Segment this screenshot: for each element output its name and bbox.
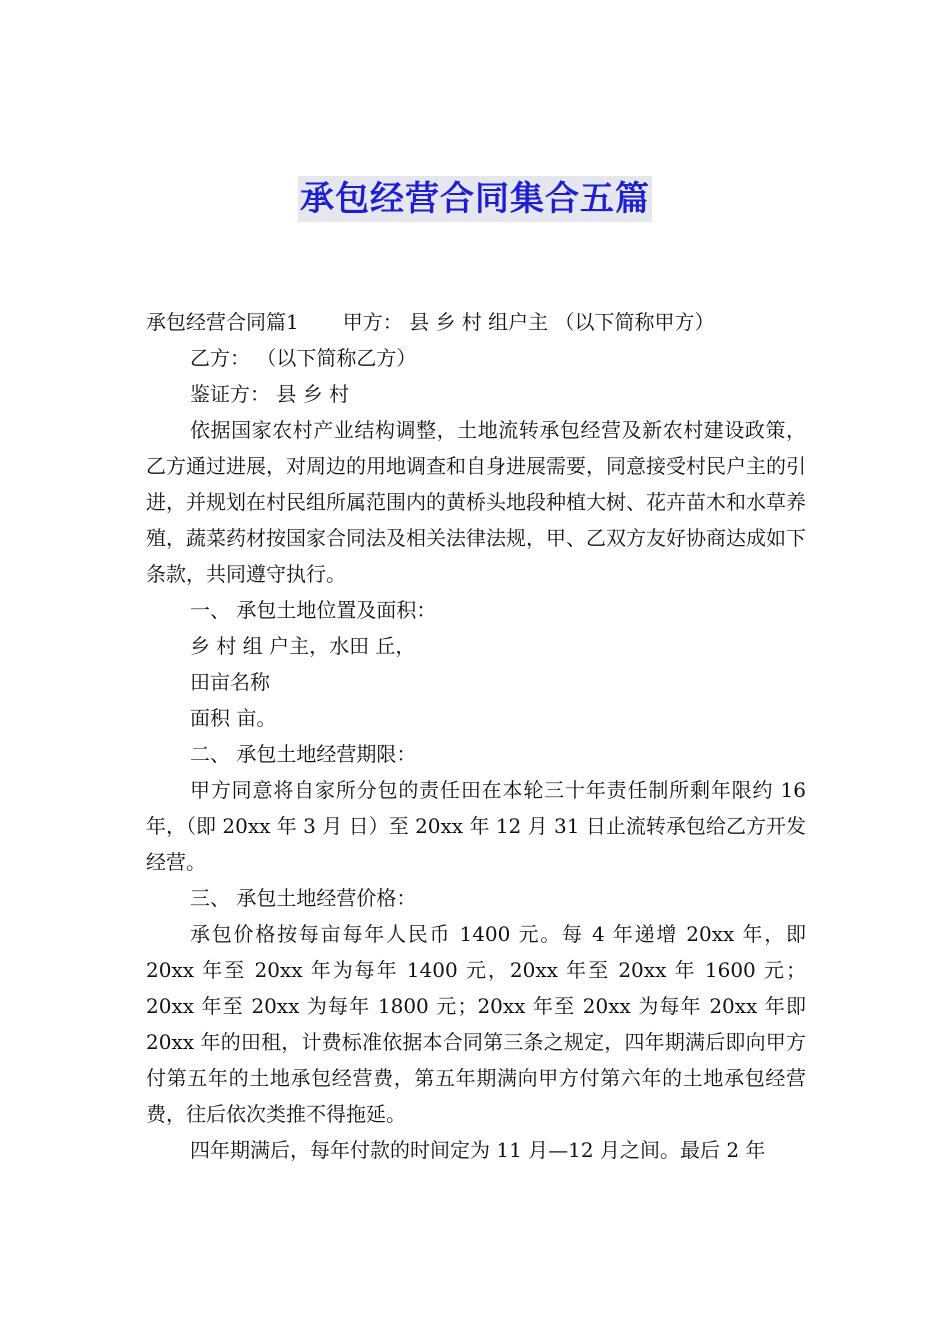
heading-line <box>146 304 806 340</box>
section3-tail-paragraph: 四年期满后，每年付款的时间定为 11 月—12 月之间。最后 2 年 <box>190 1138 766 1162</box>
section1-line3: 面积 亩。 <box>190 706 277 730</box>
section1-line1: 乡 村 组 户主，水田 丘， <box>190 634 416 658</box>
document-body <box>146 304 806 1168</box>
party-b-line: 乙方： （以下简称乙方） <box>190 346 417 370</box>
section2-title: 二、 承包土地经营期限： <box>190 742 417 766</box>
section3-paragraph: 承包价格按每亩每年人民币 1400 元。每 4 年递增 20xx 年，即 20xx 年至 20xx 年为每年 1400 元，20xx 年至 20xx 年 1600 元；20xx 年至 20xx 为每年 1800 元；20xx 年至 20xx 为每年 20xx 年即 20xx 年的田租，计费标准依据本合同第三条之规定，四年期满后即向甲方付第五年的土地承包经营费，第五年期满向甲方付第六年的土地承包经营费，往后依次类推不得拖延。 <box>146 922 806 1126</box>
verifier-line: 鉴证方： 县 乡 村 <box>190 382 350 406</box>
section3-title: 三、 承包土地经营价格： <box>190 886 417 910</box>
contract-heading: 承包经营合同篇1 <box>146 310 299 334</box>
party-a-line: 甲方： 县 乡 村 组户主 （以下简称甲方） <box>342 310 715 334</box>
section1-title: 一、 承包土地位置及面积： <box>190 598 437 622</box>
intro-paragraph: 依据国家农村产业结构调整，土地流转承包经营及新农村建设政策，乙方通过进展，对周边的用地调查和自身进展需要，同意接受村民户主的引进，并规划在村民组所属范围内的黄桥头地段种植大树、花卉苗木和水草养殖，蔬菜药材按国家合同法及相关法律法规，甲、乙双方友好协商达成如下条款，共同遵守执行。 <box>146 418 806 586</box>
section1-line2: 田亩名称 <box>190 670 270 694</box>
document-title: 承包经营合同集合五篇 <box>298 176 652 222</box>
title-container <box>0 176 950 222</box>
section2-paragraph: 甲方同意将自家所分包的责任田在本轮三十年责任制所剩年限约 16 年，（即 20xx 年 3 月 日）至 20xx 年 12 月 31 日止流转承包给乙方开发经营。 <box>146 778 806 874</box>
